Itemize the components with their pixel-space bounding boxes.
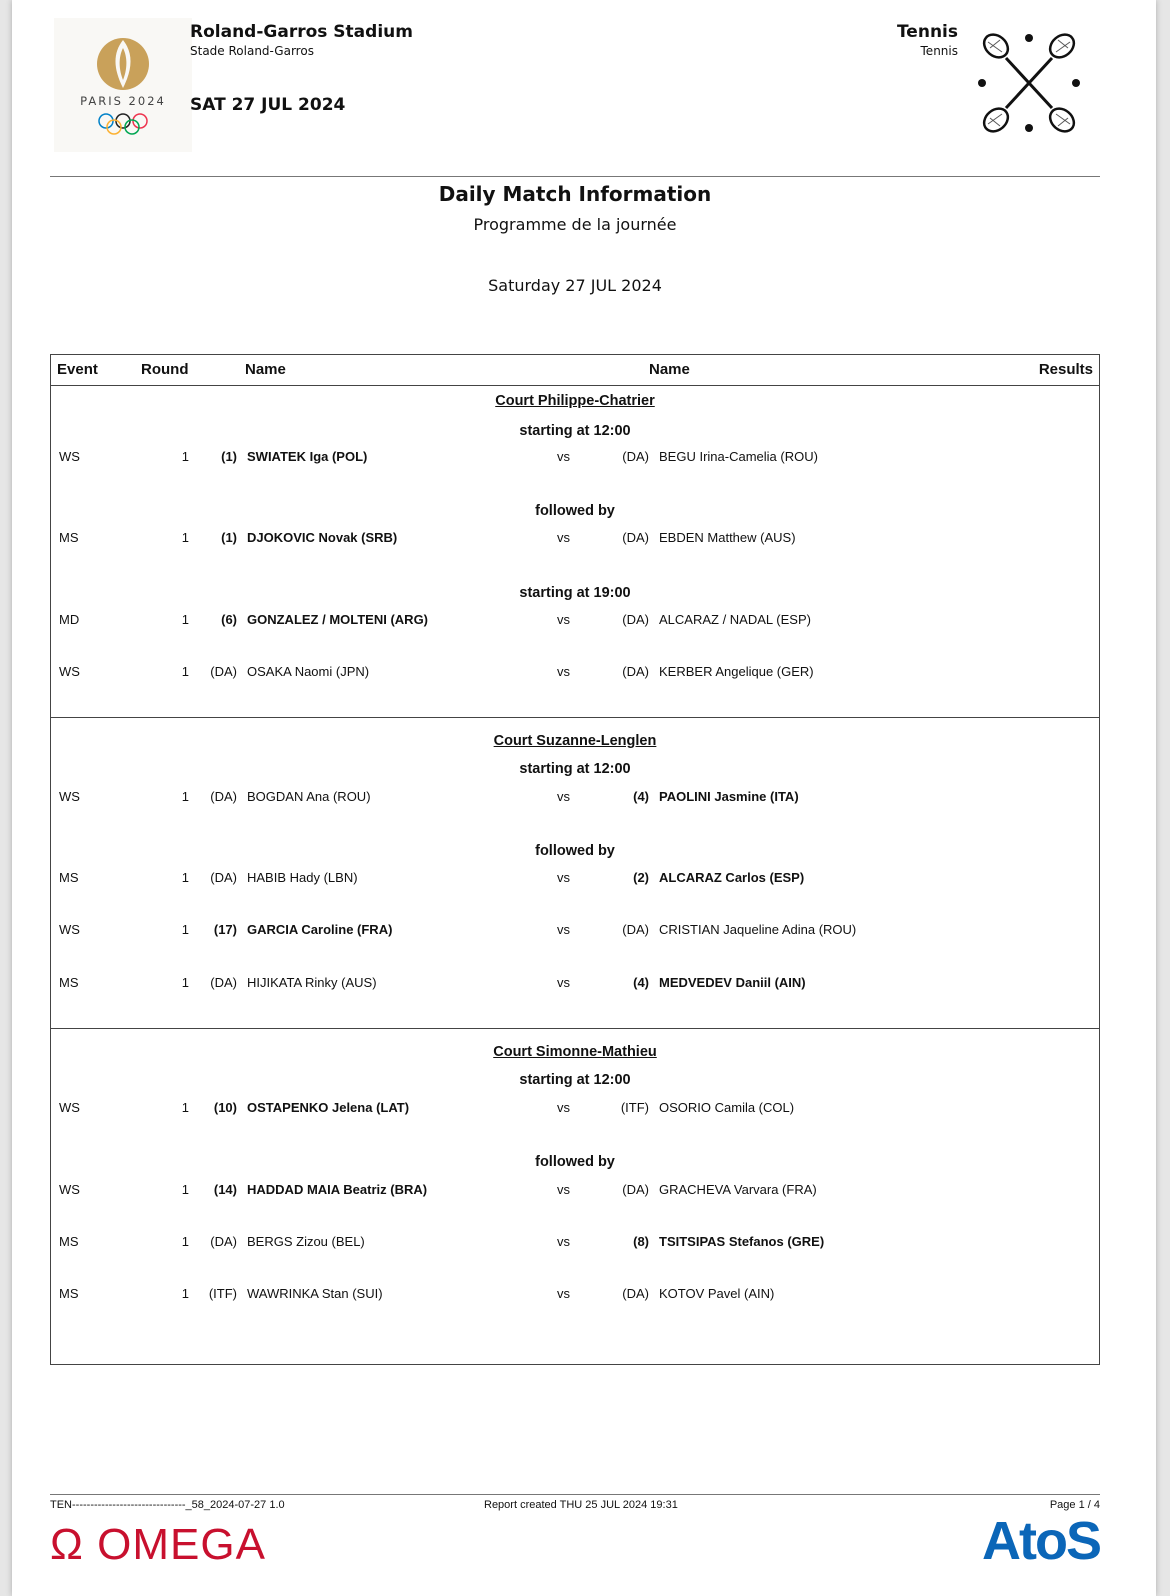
time-slot: starting at 12:00 xyxy=(519,761,631,777)
seed-1: (DA) xyxy=(210,789,237,804)
versus-label: vs xyxy=(557,975,570,990)
round-number: 1 xyxy=(181,870,189,885)
player-1-name: WAWRINKA Stan (SUI) xyxy=(247,1286,383,1301)
court-separator xyxy=(51,717,1099,718)
player-1-name: SWIATEK Iga (POL) xyxy=(247,449,368,464)
player-2-name: BEGU Irina-Camelia (ROU) xyxy=(659,449,818,464)
event-code: MS xyxy=(59,1286,79,1301)
omega-logo: Ω OMEGA xyxy=(50,1520,266,1569)
match-row xyxy=(51,612,1099,630)
player-2-name: OSORIO Camila (COL) xyxy=(659,1100,795,1115)
seed-1: (14) xyxy=(213,1182,237,1197)
col-header-round: Round xyxy=(141,361,189,378)
seed-1: (1) xyxy=(221,449,237,464)
player-2-name: GRACHEVA Varvara (FRA) xyxy=(659,1182,817,1197)
versus-label: vs xyxy=(557,870,570,885)
seed-2: (DA) xyxy=(622,922,649,937)
court-name: Court Philippe-Chatrier xyxy=(495,393,655,409)
player-1-name: HADDAD MAIA Beatriz (BRA) xyxy=(247,1182,428,1197)
page-subtitle: Programme de la journée xyxy=(473,215,677,234)
page-number: Page 1 / 4 xyxy=(1049,1499,1100,1511)
match-row xyxy=(51,975,1099,993)
seed-2: (DA) xyxy=(622,1286,649,1301)
venue-name: Roland-Garros Stadium xyxy=(190,22,413,42)
page-title: Daily Match Information xyxy=(438,182,712,206)
versus-label: vs xyxy=(557,789,570,804)
player-2-name: TSITSIPAS Stefanos (GRE) xyxy=(659,1234,825,1249)
time-slot: starting at 12:00 xyxy=(519,423,631,439)
seed-1: (1) xyxy=(221,530,237,545)
schedule-table xyxy=(50,354,1100,1365)
seed-2: (DA) xyxy=(622,530,649,545)
match-row xyxy=(51,449,1099,467)
col-header-event: Event xyxy=(57,361,98,378)
round-number: 1 xyxy=(181,1182,189,1197)
court-name: Court Suzanne-Lenglen xyxy=(493,733,657,749)
seed-1: (DA) xyxy=(210,664,237,679)
player-1-name: GARCIA Caroline (FRA) xyxy=(247,922,393,937)
col-header-name-2: Name xyxy=(649,361,690,378)
venue-name-fr: Stade Roland-Garros xyxy=(190,44,314,58)
event-code: MS xyxy=(59,1234,79,1249)
player-2-name: KOTOV Pavel (AIN) xyxy=(659,1286,775,1301)
time-slot: followed by xyxy=(535,503,615,519)
match-row xyxy=(51,1100,1099,1118)
event-code: MS xyxy=(59,975,79,990)
player-2-name: CRISTIAN Jaqueline Adina (ROU) xyxy=(659,922,857,937)
round-number: 1 xyxy=(181,922,189,937)
event-code: WS xyxy=(59,1182,80,1197)
versus-label: vs xyxy=(557,922,570,937)
seed-2: (DA) xyxy=(622,612,649,627)
player-2-name: KERBER Angelique (GER) xyxy=(659,664,814,679)
report-page xyxy=(12,0,1156,1596)
seed-2: (4) xyxy=(633,975,649,990)
match-row xyxy=(51,1286,1099,1304)
court-name: Court Simonne-Mathieu xyxy=(493,1044,657,1060)
event-code: WS xyxy=(59,664,80,679)
match-row xyxy=(51,1234,1099,1252)
seed-1: (17) xyxy=(213,922,237,937)
player-2-name: EBDEN Matthew (AUS) xyxy=(659,530,796,545)
round-number: 1 xyxy=(181,664,189,679)
player-1-name: BOGDAN Ana (ROU) xyxy=(247,789,371,804)
seed-2: (DA) xyxy=(622,1182,649,1197)
report-code: TEN-------------------------------_58_2024-07-27 1.0 xyxy=(50,1499,285,1511)
versus-label: vs xyxy=(557,664,570,679)
sport-name: Tennis xyxy=(896,22,958,42)
seed-1: (10) xyxy=(213,1100,237,1115)
match-row xyxy=(51,870,1099,888)
player-1-name: HIJIKATA Rinky (AUS) xyxy=(247,975,377,990)
event-code: MS xyxy=(59,870,79,885)
schedule-day: Saturday 27 JUL 2024 xyxy=(488,276,662,295)
player-2-name: ALCARAZ / NADAL (ESP) xyxy=(659,612,811,627)
round-number: 1 xyxy=(181,530,189,545)
svg-text:PARIS 2024: PARIS 2024 xyxy=(80,94,166,108)
player-1-name: HABIB Hady (LBN) xyxy=(247,870,358,885)
versus-label: vs xyxy=(557,449,570,464)
versus-label: vs xyxy=(557,1182,570,1197)
seed-2: (ITF) xyxy=(620,1100,649,1115)
court-separator xyxy=(51,1028,1099,1029)
seed-2: (8) xyxy=(633,1234,649,1249)
time-slot: starting at 19:00 xyxy=(519,585,631,601)
event-code: WS xyxy=(59,449,80,464)
time-slot: followed by xyxy=(535,843,615,859)
round-number: 1 xyxy=(181,612,189,627)
header-rule xyxy=(51,385,1099,386)
seed-1: (DA) xyxy=(210,975,237,990)
header-divider xyxy=(50,176,1100,177)
match-row xyxy=(51,789,1099,807)
header-date: SAT 27 JUL 2024 xyxy=(190,95,346,115)
seed-1: (6) xyxy=(221,612,237,627)
paris-2024-logo xyxy=(54,18,192,152)
col-header-name-1: Name xyxy=(245,361,286,378)
versus-label: vs xyxy=(557,1286,570,1301)
match-row xyxy=(51,1182,1099,1200)
match-row xyxy=(51,530,1099,548)
player-1-name: GONZALEZ / MOLTENI (ARG) xyxy=(247,612,429,627)
match-row xyxy=(51,922,1099,940)
player-1-name: BERGS Zizou (BEL) xyxy=(247,1234,365,1249)
tennis-pictogram-icon xyxy=(974,28,1084,138)
seed-2: (4) xyxy=(633,789,649,804)
event-code: MS xyxy=(59,530,79,545)
player-1-name: DJOKOVIC Novak (SRB) xyxy=(247,530,398,545)
event-code: WS xyxy=(59,789,80,804)
event-code: MD xyxy=(59,612,80,627)
seed-1: (ITF) xyxy=(208,1286,237,1301)
seed-1: (DA) xyxy=(210,870,237,885)
round-number: 1 xyxy=(181,975,189,990)
time-slot: starting at 12:00 xyxy=(519,1072,631,1088)
report-created: Report created THU 25 JUL 2024 19:31 xyxy=(484,1499,678,1511)
seed-2: (DA) xyxy=(622,449,649,464)
event-code: WS xyxy=(59,922,80,937)
player-2-name: ALCARAZ Carlos (ESP) xyxy=(659,870,805,885)
col-header-results: Results xyxy=(1038,361,1093,378)
round-number: 1 xyxy=(181,789,189,804)
round-number: 1 xyxy=(181,449,189,464)
seed-1: (DA) xyxy=(210,1234,237,1249)
player-2-name: MEDVEDEV Daniil (AIN) xyxy=(659,975,806,990)
versus-label: vs xyxy=(557,530,570,545)
footer-divider xyxy=(50,1494,1100,1495)
player-1-name: OSTAPENKO Jelena (LAT) xyxy=(247,1100,410,1115)
sport-name-fr: Tennis xyxy=(920,44,958,58)
event-code: WS xyxy=(59,1100,80,1115)
versus-label: vs xyxy=(557,1234,570,1249)
round-number: 1 xyxy=(181,1100,189,1115)
seed-2: (2) xyxy=(633,870,649,885)
player-1-name: OSAKA Naomi (JPN) xyxy=(247,664,370,679)
round-number: 1 xyxy=(181,1286,189,1301)
time-slot: followed by xyxy=(535,1154,615,1170)
round-number: 1 xyxy=(181,1234,189,1249)
versus-label: vs xyxy=(557,1100,570,1115)
seed-2: (DA) xyxy=(622,664,649,679)
versus-label: vs xyxy=(557,612,570,627)
player-2-name: PAOLINI Jasmine (ITA) xyxy=(659,789,799,804)
atos-logo: AtoS xyxy=(982,1511,1100,1571)
match-row xyxy=(51,664,1099,682)
